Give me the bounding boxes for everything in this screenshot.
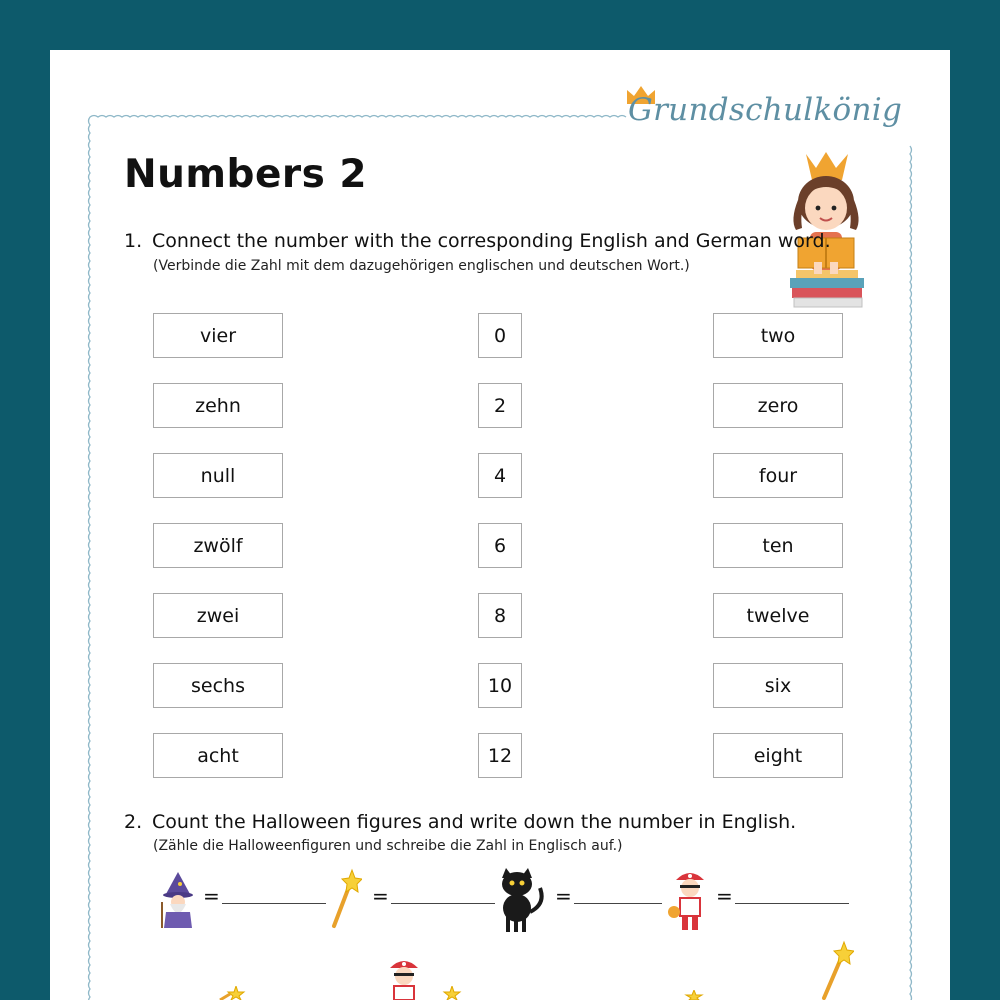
german-word-box[interactable]: sechs	[153, 663, 283, 708]
magic-wand-icon	[218, 986, 248, 1000]
task1-instruction: 1. Connect the number with the corresponding English and German word.	[124, 230, 831, 252]
german-word-box[interactable]: zwei	[153, 593, 283, 638]
pirate-icon	[668, 868, 712, 934]
english-word-box[interactable]: ten	[713, 523, 843, 568]
task2-instruction: 2. Count the Halloween figures and write down the number in English.	[124, 811, 797, 833]
equals-sign: =	[203, 884, 220, 908]
answer-line[interactable]	[735, 903, 849, 904]
task1-instruction-german: (Verbinde die Zahl mit dem dazugehörigen englischen und deutschen Wort.)	[153, 258, 690, 274]
task2-instruction-german: (Zähle die Halloweenfiguren und schreibe die Zahl in Englisch auf.)	[153, 838, 623, 854]
number-box[interactable]: 8	[478, 593, 522, 638]
page-title: Numbers 2	[124, 152, 368, 197]
brand-logo: Grundschulkönig	[628, 92, 903, 128]
equals-sign: =	[372, 884, 389, 908]
number-box[interactable]: 6	[478, 523, 522, 568]
english-word-box[interactable]: eight	[713, 733, 843, 778]
english-word-box[interactable]: four	[713, 453, 843, 498]
german-word-box[interactable]: zehn	[153, 383, 283, 428]
black-cat-icon	[492, 868, 548, 934]
number-box[interactable]: 4	[478, 453, 522, 498]
number-box[interactable]: 12	[478, 733, 522, 778]
number-box[interactable]: 2	[478, 383, 522, 428]
english-word-box[interactable]: zero	[713, 383, 843, 428]
number-box[interactable]: 0	[478, 313, 522, 358]
english-word-box[interactable]: twelve	[713, 593, 843, 638]
german-word-box[interactable]: acht	[153, 733, 283, 778]
english-word-box[interactable]: six	[713, 663, 843, 708]
german-word-box[interactable]: zwölf	[153, 523, 283, 568]
wizard-icon	[158, 872, 198, 930]
answer-line[interactable]	[391, 903, 495, 904]
magic-wand-icon	[440, 986, 464, 1000]
magic-wand-icon	[820, 940, 854, 1000]
pirate-icon	[382, 956, 426, 1000]
equals-sign: =	[555, 884, 572, 908]
number-box[interactable]: 10	[478, 663, 522, 708]
german-word-box[interactable]: vier	[153, 313, 283, 358]
english-word-box[interactable]: two	[713, 313, 843, 358]
answer-line[interactable]	[222, 903, 326, 904]
worksheet-page	[50, 50, 950, 1000]
magic-wand-icon	[682, 990, 706, 1000]
magic-wand-icon	[328, 868, 362, 930]
answer-line[interactable]	[574, 903, 662, 904]
equals-sign: =	[716, 884, 733, 908]
german-word-box[interactable]: null	[153, 453, 283, 498]
